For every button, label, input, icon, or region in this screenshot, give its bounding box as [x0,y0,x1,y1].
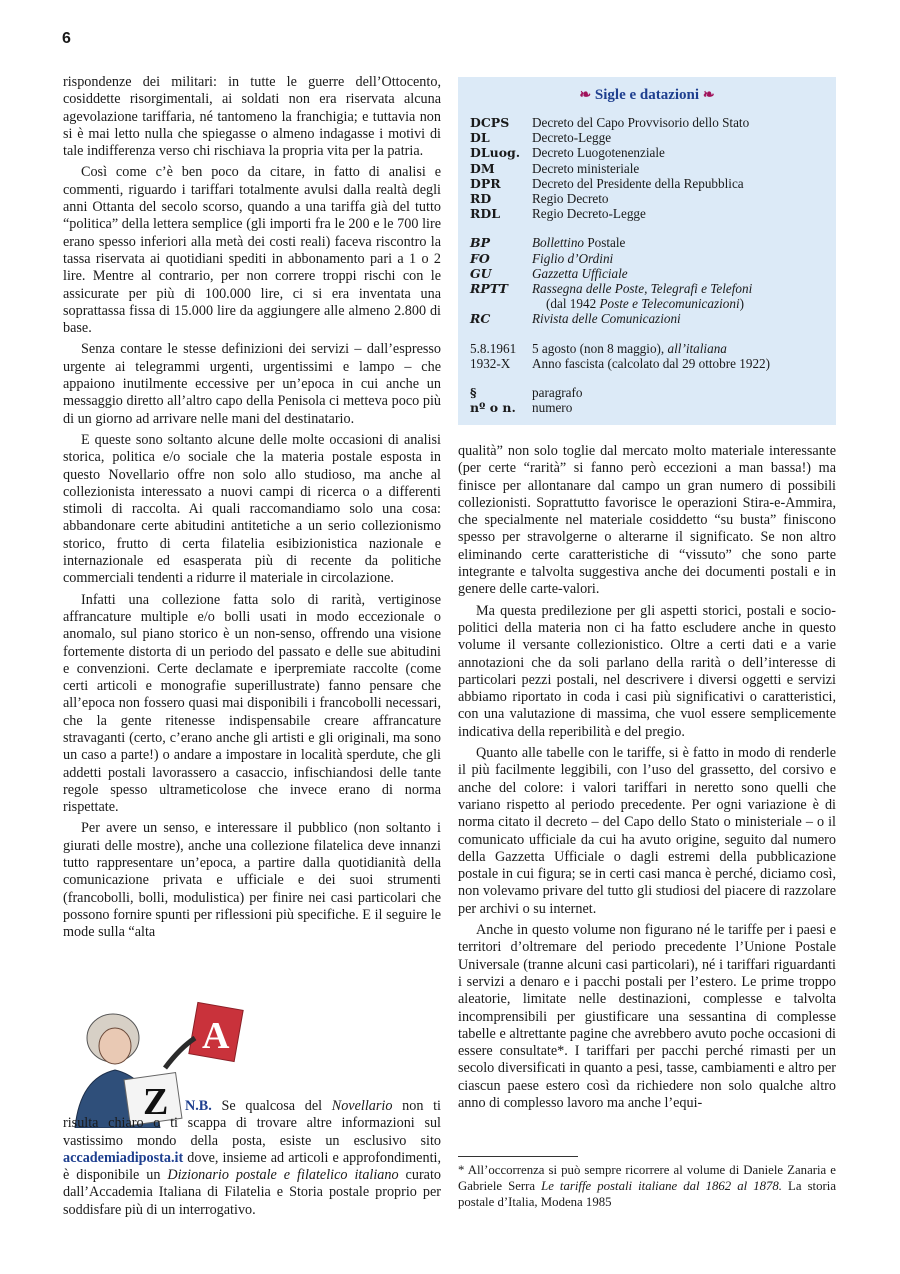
sigle-row [470,145,830,160]
nb-text [63,1098,441,1219]
sigle-row [470,176,830,191]
footnote [458,1162,836,1210]
sigle-key: GU [470,265,492,281]
sigle-value [532,296,830,311]
sigle-value: Decreto del Capo Provvisorio dello Stato [532,115,750,130]
sigle-value: Anno fascista (calcolato dal 29 ottobre 1922) [532,355,771,371]
footnote-text: * All’occorrenza si può sempre ricorrere al volume di Daniele Zanaria e Gabriele Serra [458,1163,836,1193]
sigle-row [470,191,830,206]
sigle-row [470,235,830,250]
sigle-key: RC [470,311,491,327]
sigle-value-part: 5 agosto (non 8 maggio), [532,340,665,356]
sigle-value: Figlio d’Ordini [532,250,614,266]
nb-text-part: dove, insieme ad articoli e approfondimenti, è disponibile un [63,1149,441,1184]
nb-block [63,1098,441,1219]
letter-a: A [202,1015,230,1057]
sigle-key: RD [470,191,492,207]
sigle-row [470,161,830,176]
paragraph: Infatti una collezione fatta solo di rarità, vertiginose affrancature multiple e/o bolli usati in modo eccezionale o anomalo, sul piano storico è un non-senso, offrendo una visione fortemente distorta di un periodo del passato e delle sue abitudini e convenzioni. Certe declamate e iperpremiate raccolte (come certi articoli e monografie superillustrate) fanno pensare che all’epoca non fossero quasi mai disponibili i francobolli necessari, che la gente ritenesse indispensabile creare affrancature stravaganti (certo, c’erano anche gli artisti e gli originali, ma sono un caso a parte!) o andare a impostare in località sperdute, che gli addetti postali lavorassero a casaccio, infischiandosi delle tante regole spesso ultrameticolose che invece erano di norma rispettate. [63,591,441,816]
sigle-value: Rassegna delle Poste, Telegrafi e Telefoni [532,281,753,297]
paragraph: Senza contare le stesse definizioni dei servizi – dall’espresso urgente ai telegrammi urgenti, urgentissimi e lampo – che appaiono inutilmente eccessive per un’epoca in cui anche un messaggio diretto all’altro capo della Penisola ci metteva poco più di un giorno ad arrivare nelle mani del destinatario. [63,341,441,427]
paragraph: qualità” non solo toglie dal mercato molto materiale interessante (per certe “rarità” si fanno però eccezioni a man bassa!) ma finisce per allontanare dal campo un gran numero di possibili collezionisti. Soprattutto favorisce le operazioni Stira-e-Ammira, che specialmente nel materiale cosiddetto “su busta” finiscono spesso per stravolgerne o alterarne il significato. Se non altro eliminando certe caratteristiche di “vissuto” che sono parte integrante e talvolta suggestiva anche dei documenti postali e in genere delle carte-valori. [458,443,836,598]
sigle-key: FO [470,250,490,266]
sigle-key: 5.8.1961 [470,340,517,356]
ornament-icon: ❧ [579,88,592,103]
sigle-row [470,130,830,145]
sigle-value: Decreto del Presidente della Repubblica [532,175,744,191]
sigle-key: DL [470,130,490,146]
sigle-value-italic: Poste e Telecomunicazioni [599,296,740,312]
sigle-value-rest: Postale [584,235,626,251]
footnote-divider [458,1156,578,1157]
sigle-key [470,296,532,311]
sigle-row [470,385,830,400]
paragraph: E queste sono soltanto alcune delle molte occasioni di analisi storica, politica e/o sociale che la materia postale esposta in questo Novellario offre non solo allo studioso, ma anche al collezionista interessato a nuovi campi di ricerca o a differenti stimoli di raccolta. Ai quali raccomandiamo solo una cosa: abbandonare certe abitudini antitetiche a un serio collezionismo storico, frutto di certa filatelia esibizionistica nazionale e internazionale ed esasperata più di recente da politiche commerciali tendenti a ridurre il materiale in circolazione. [63,431,441,587]
sigle-value: numero [532,400,573,416]
paragraph: Ma questa predilezione per gli aspetti storici, postali e socio-politici della materia non ci ha fatto escludere anche in questo volume il versante collezionistico. Oltre a certi dati e a varie annotazioni che da soli parlano della rarità o dell’interesse di particolari pezzi postali, nel descrivere i diversi oggetti e servizi abbiamo riportato in coda i casi più significativi o caratteristici, con una valutazione di massima, che vuol essere semplicemente indicativa della reperibilità e del pregio. [458,602,836,740]
sigle-row [470,251,830,266]
sigle-key: BP [470,235,490,251]
sigle-key: DM [470,160,495,176]
sigle-key: DPR [470,175,501,191]
sigle-value: paragrafo [532,385,583,401]
sigle-value: Regio Decreto-Legge [532,206,646,222]
paragraph: Così come c’è ben poco da citare, in fatto di analisi e commenti, riguardo i tariffari totalmente avulsi dalla realtà degli anni Ottanta del secolo scorso, quando a una tariffa già del tutto “politica” della lettera semplice (gli importi fra le 200 e le 700 lire erano spesso inferiori alla metà dei costi reali) faceva riscontro la tassa riservata ai quotidiani spediti in abbonamento pari a 1 o 2 lire. Mentre al contrario, per non correre troppi rischi con le assicurate per più di 100.000 lire, ci si era inventata una soprattassa fissa di 15.000 lire da aggiungere alle almeno 2.800 di base. [63,164,441,337]
sigle-row [470,356,830,371]
sigle-value-italic: Bollettino [532,235,585,251]
sigle-value: Regio Decreto [532,191,609,207]
letter-z: Z [143,1081,169,1123]
nb-text-part: Se qualcosa del [211,1098,332,1114]
sigle-value-part: ) [739,296,745,312]
sigle-key: RPTT [470,281,508,297]
sigle-value-part: (dal 1942 [546,296,600,312]
sigle-table [470,115,830,415]
footnote-text: La storia postale d’Italia, Modena 1985 [458,1179,836,1209]
sigle-row [470,266,830,281]
paragraph: rispondenze dei militari: in tutte le guerre dell’Ottocento, cosiddette risorgimentali, ai soldati non era riservata alcuna agevolazione tariffaria, né tantomeno la franchigia; e tuttavia non si è mai letto nulla che spiegasse o almeno indagasse i motivi di tale indifferenza verso chi rischiava la propria vita per la patria. [63,74,441,160]
sigle-title-text: Sigle e datazioni [594,87,700,103]
sigle-row [470,400,830,415]
sigle-key: nº o n. [470,400,516,416]
ornament-icon: ❧ [702,88,715,103]
sigle-value: Decreto-Legge [532,130,612,146]
nb-text-part: non ti risulta chiaro o ti scappa di trovare altre informazioni sul vastissimo mondo della posta, esiste un esclusivo sito [63,1098,441,1149]
sigle-key: § [470,385,477,401]
right-column [458,443,836,1116]
sigle-row [470,206,830,221]
sigle-row [470,296,830,311]
sigle-value: Gazzetta Ufficiale [532,265,628,281]
nb-italic: Novellario [331,1098,393,1114]
left-column [63,74,441,946]
sigle-key: DLuog. [470,145,521,161]
sigle-value [532,341,830,356]
paragraph: Per avere un senso, e interessare il pubblico (non soltanto i giurati delle mostre), anche una collezione filatelica deve innanzi tutto rappresentare un’epoca, a partire dalla quotidianità della comunicazione privata e ufficiale e dei suoi strumenti (francobolli, bolli, modulistica) per finire nei casi particolari che possono fornire spunti per riflessioni più specifiche. E il seguire le mode sulla “alta [63,820,441,941]
paragraph: Anche in questo volume non figurano né le tariffe per i paesi e territori d’oltremare del periodo precedente l’Unione Postale Universale (tranne alcuni casi particolari), né i tariffari riguardanti i servizi a denaro e i pacchi postali per l’estero. Le prime troppo aleatorie, limitate nelle destinazioni, complesse e talvolta incomprensibili per giustificare una sessantina di complesse tabelle e altrettante pagine che avrebbero avuto poche occasioni di essere consultate*. I tariffari per pacchi perché rimasti per un secolo diversificati in quanto a pesi, tasse, cambiamenti e altro per ciascun paese estero così da richiedere non solo qualche altro anno di complesso lavoro ma anche l’equi- [458,922,836,1111]
sigle-value: Rivista delle Comunicazioni [532,311,681,327]
sigle-box [458,77,836,425]
sigle-row [470,115,830,130]
sigle-value-italic: all’italiana [667,340,727,356]
sigle-row [470,311,830,326]
sigle-value [532,235,830,250]
page-number: 6 [62,30,71,47]
sigle-value: Decreto Luogotenenziale [532,145,665,161]
sigle-key: 1932-X [470,355,511,371]
sigle-value: Decreto ministeriale [532,160,640,176]
nb-label: N.B. [185,1098,212,1114]
sigle-row [470,341,830,356]
sigle-row [470,281,830,296]
nb-text-part: curato dall’Accademia Italiana di Filatelia e Storia postale proprio per soddisfare più di un interrogativo. [63,1167,441,1218]
sigle-key: DCPS [470,115,510,130]
sigle-key: RDL [470,206,501,222]
footnote-title: Le tariffe postali italiane dal 1862 al 1878. [541,1179,783,1193]
paragraph: Quanto alle tabelle con le tariffe, si è fatto in modo di renderle il più facilmente leggibili, con l’uso del grassetto, del corsivo e anche del colore: i valori tariffari in neretto sono quelli che variano rispetto al periodo precedente. Per ogni variazione è di norma citato il decreto – del Capo dello Stato o ministeriale – o il comunicato ufficiale da cui ha avuto origine, seguito dal numero della Gazzetta Ufficiale o dagli estremi della pubblicazione postale in cui figura; se in certi casi manca è perché, diciamo così, non volevamo privare del tutto gli studiosi del piacere di razzolare per archivi o su internet. [458,745,836,917]
sigle-title [458,87,836,104]
site-link[interactable]: accademiadiposta.it [63,1149,184,1166]
nb-italic: Dizionario postale e filatelico italiano [167,1167,399,1184]
